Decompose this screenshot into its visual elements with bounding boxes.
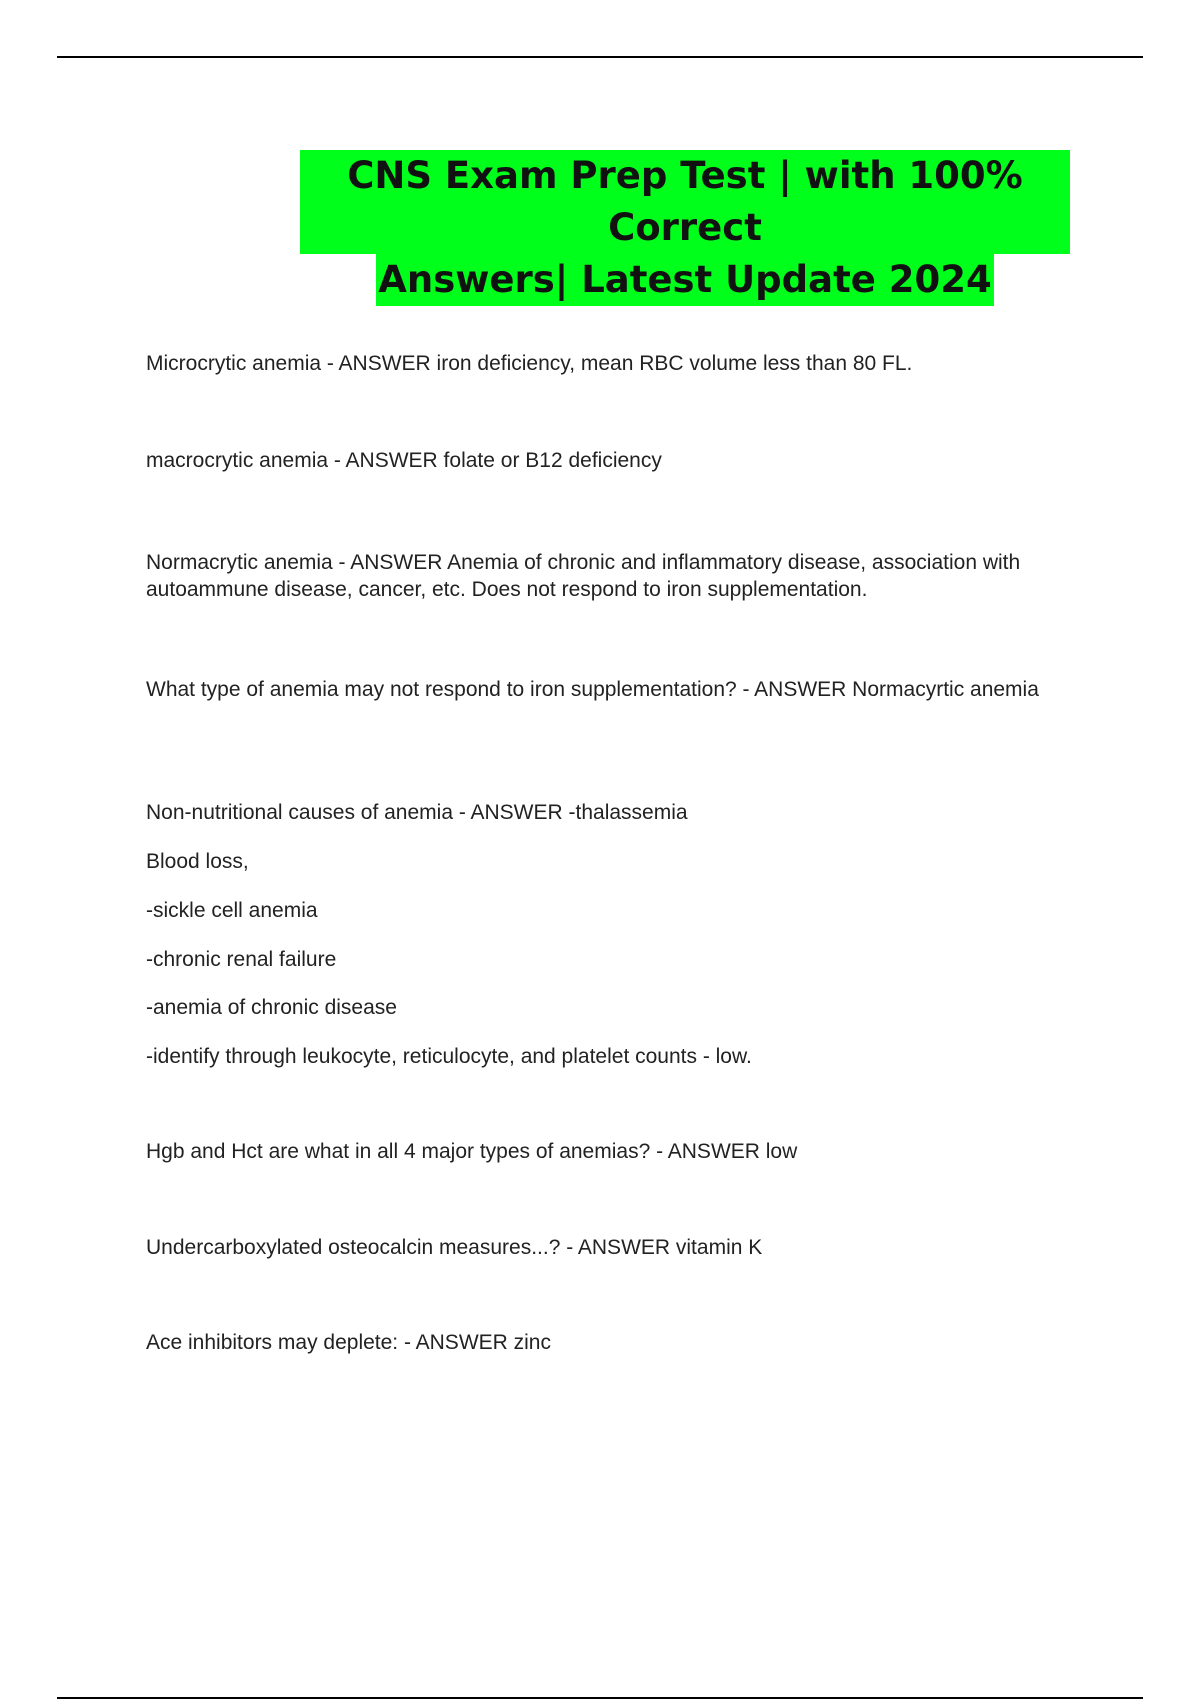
top-rule xyxy=(57,56,1143,58)
qa-non-nutritional-causes: Non-nutritional causes of anemia - ANSWER -thalassemia xyxy=(146,801,688,824)
list-item-identify: -identify through leukocyte, reticulocyte, and platelet counts - low. xyxy=(146,1045,752,1068)
qa-macrocytic: macrocrytic anemia - ANSWER folate or B12 deficiency xyxy=(146,449,662,472)
list-item-chronic-disease: -anemia of chronic disease xyxy=(146,996,397,1019)
qa-microcytic: Microcrytic anemia - ANSWER iron deficiency, mean RBC volume less than 80 FL. xyxy=(146,352,913,375)
bottom-rule xyxy=(57,1697,1143,1699)
qa-osteocalcin: Undercarboxylated osteocalcin measures...? - ANSWER vitamin K xyxy=(146,1236,763,1259)
document-title xyxy=(300,150,1070,306)
list-item-blood-loss: Blood loss, xyxy=(146,850,249,873)
list-item-renal-failure: -chronic renal failure xyxy=(146,948,337,971)
qa-hgb-hct: Hgb and Hct are what in all 4 major types of anemias? - ANSWER low xyxy=(146,1140,798,1163)
list-item-sickle-cell: -sickle cell anemia xyxy=(146,899,318,922)
qa-iron-supplementation: What type of anemia may not respond to iron supplementation? - ANSWER Normacyrtic anemia xyxy=(146,678,1039,701)
title-line-1: CNS Exam Prep Test | with 100% Correct xyxy=(300,150,1070,254)
title-line-2: Answers| Latest Update 2024 xyxy=(376,254,993,306)
qa-normocytic: Normacrytic anemia - ANSWER Anemia of chronic and inflammatory disease, association with autoammune disease, cancer, etc. Does not respond to iron supplementation. xyxy=(146,551,1021,601)
qa-ace-inhibitors: Ace inhibitors may deplete: - ANSWER zinc xyxy=(146,1331,551,1354)
